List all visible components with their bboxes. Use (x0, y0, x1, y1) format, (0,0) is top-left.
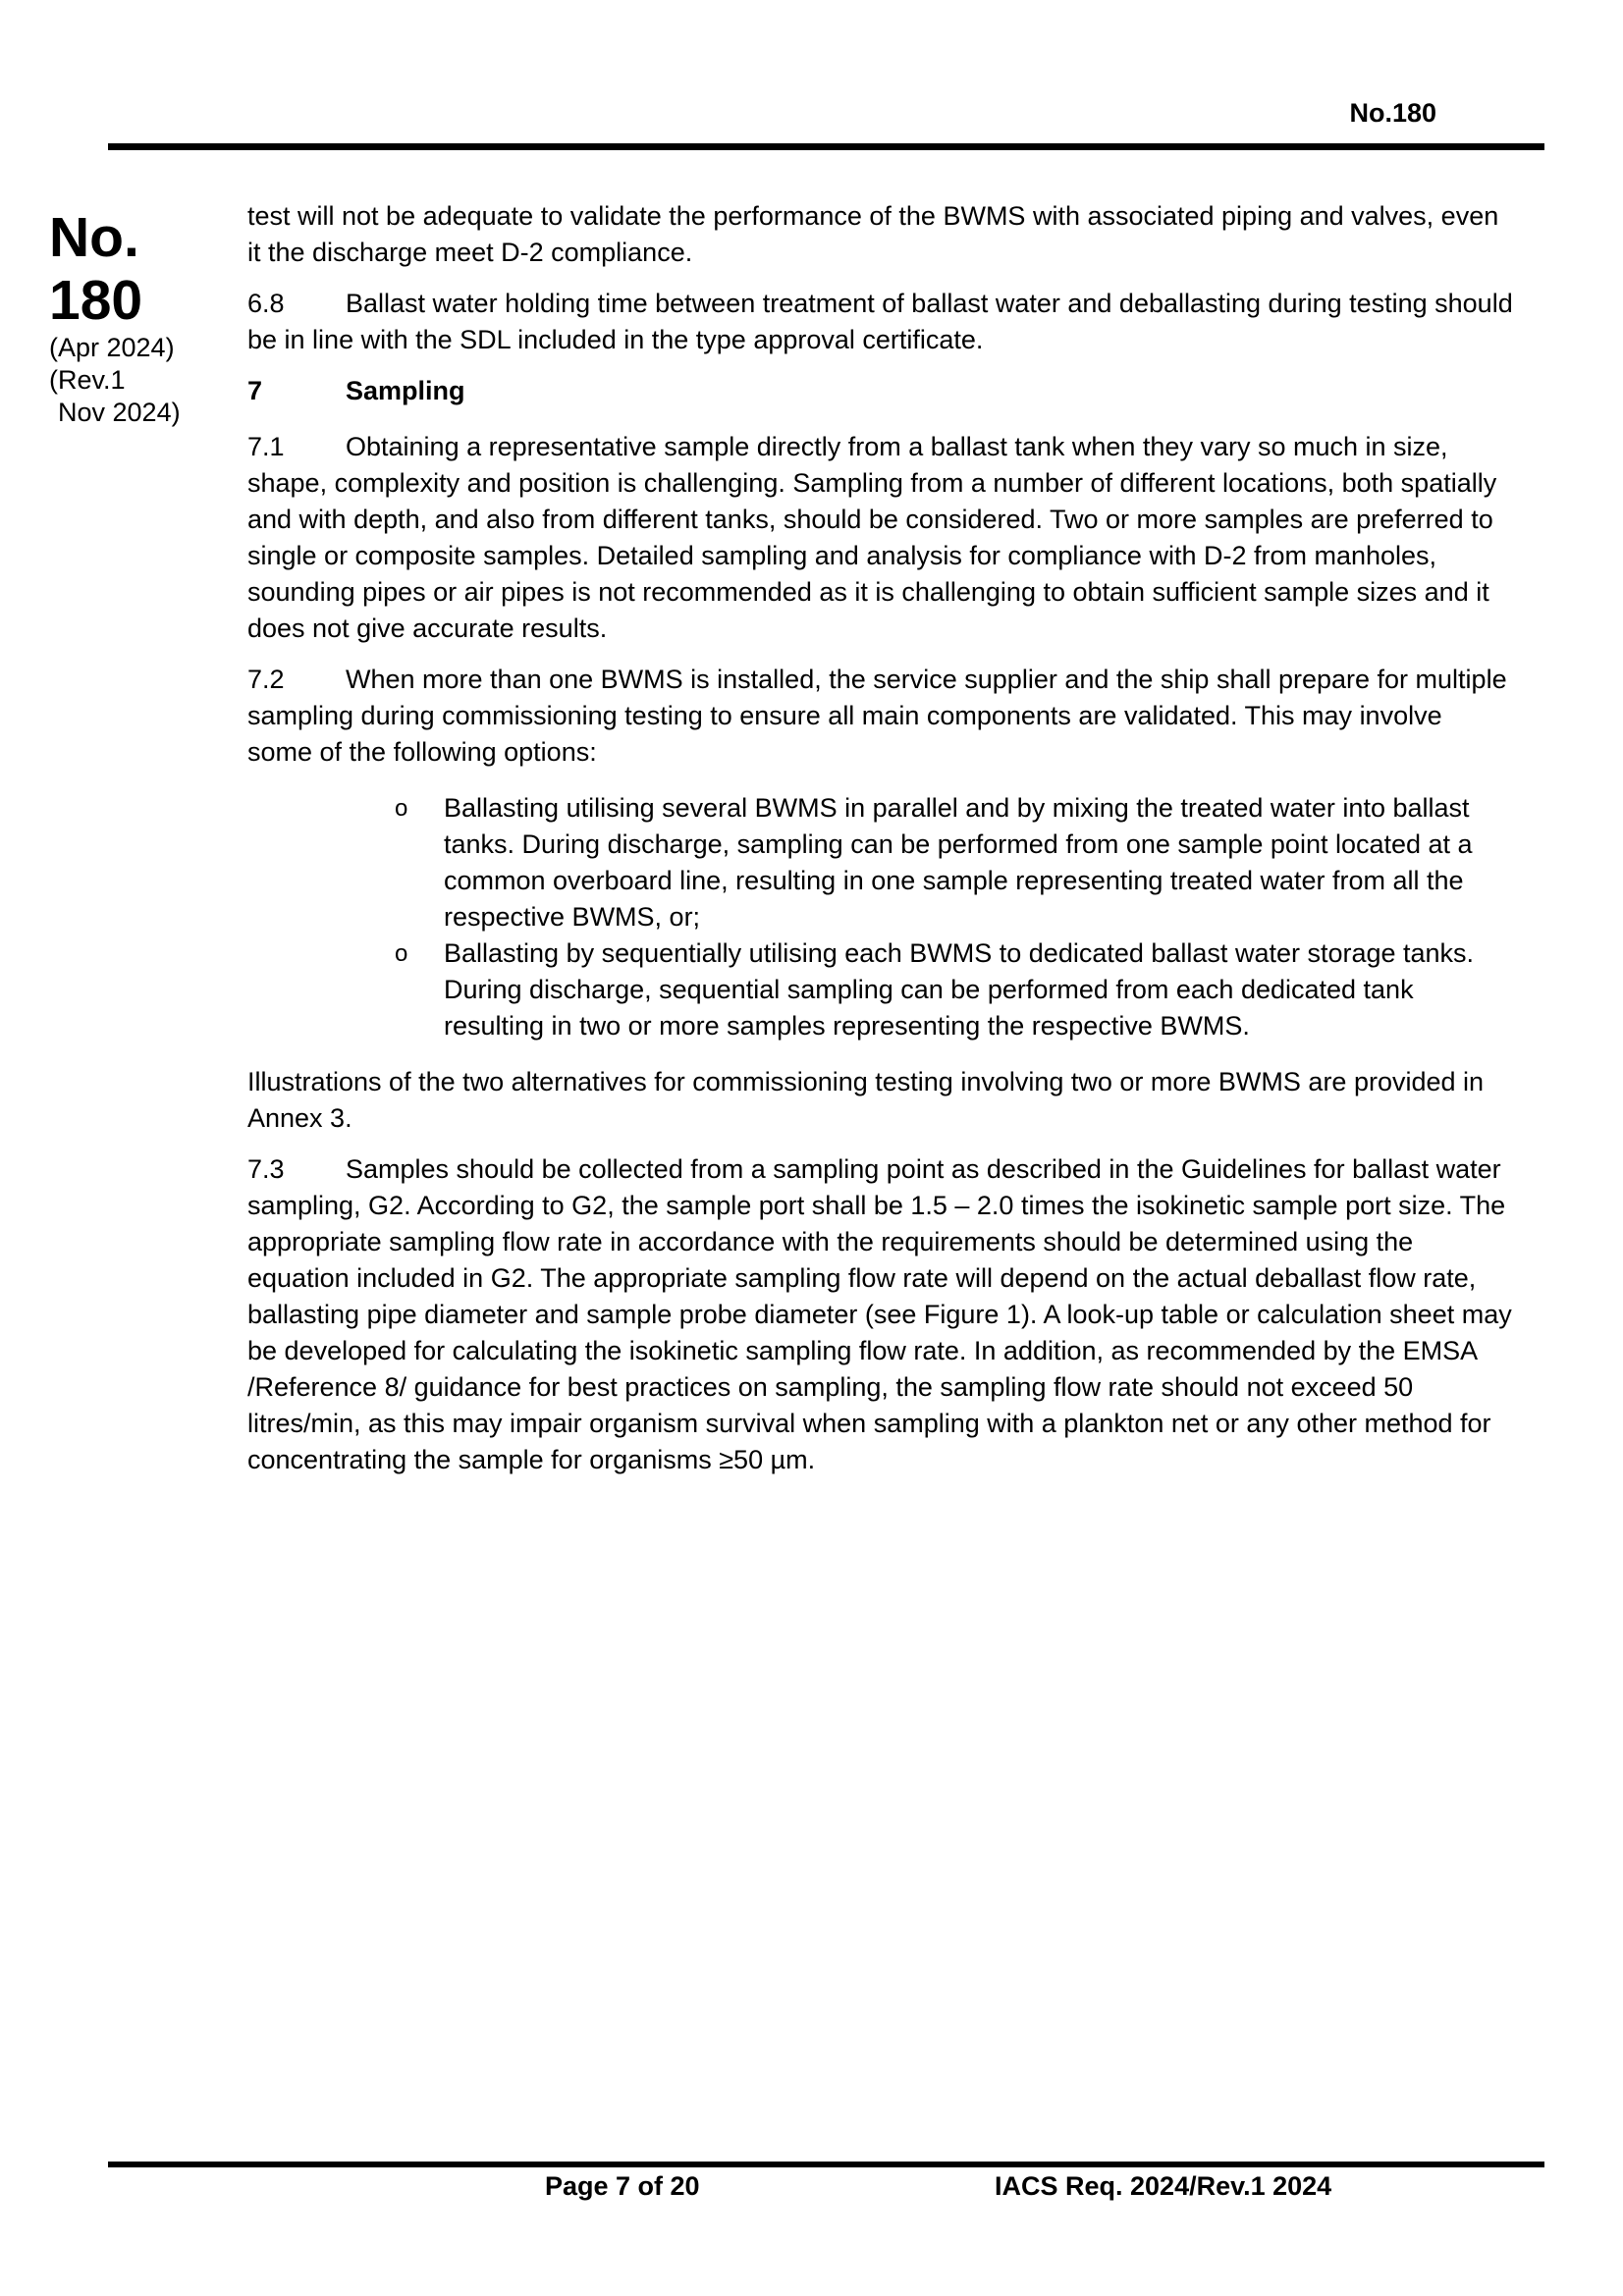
footer-divider (108, 2162, 1544, 2167)
document-reference: IACS Req. 2024/Rev.1 2024 (995, 2171, 1332, 2201)
page-number: Page 7 of 20 (545, 2171, 700, 2201)
section-number: 7 (247, 376, 263, 405)
bullet-circle-icon: o (395, 795, 408, 822)
paragraph-text: When more than one BWMS is installed, the service supplier and the ship shall prepare for multiple sampling during commissioning testing to ensure all main components are validated. This may involve some of the following options: (247, 665, 1507, 767)
paragraph-number: 7.2 (247, 665, 285, 694)
section-title: Sampling (346, 376, 465, 405)
sidebar-no-label: No. (49, 206, 139, 269)
paragraph-number: 6.8 (247, 289, 285, 318)
list-item (395, 935, 1514, 1044)
continuation-paragraph: test will not be adequate to validate the performance of the BWMS with associated piping and valves, even it the discharge meet D-2 compliance. (247, 201, 1499, 267)
section-heading-sampling (247, 373, 1514, 409)
sidebar-revision-block (49, 206, 206, 429)
document-number: No.180 (1349, 98, 1436, 128)
illustrations-paragraph: Illustrations of the two alternatives for commissioning testing involving two or more BWMS are provided in Annex 3. (247, 1067, 1485, 1133)
header-divider (108, 143, 1544, 150)
paragraph-text: Ballast water holding time between treatment of ballast water and deballasting during testing should be in line with the SDL included in the type approval certificate. (247, 289, 1513, 354)
document-body (247, 198, 1514, 1493)
sidebar-revision-date: Nov 2024) (58, 398, 181, 427)
paragraph-6-8 (247, 286, 1514, 358)
paragraph-7-2 (247, 662, 1514, 771)
list-item (395, 790, 1514, 935)
paragraph-7-1 (247, 429, 1514, 647)
list-item-text: Ballasting by sequentially utilising each BWMS to dedicated ballast water storage tanks. During discharge, sequential sampling can be performed from each dedicated tank resulting in two or more samples representing the respective BWMS. (444, 938, 1475, 1041)
list-item-text: Ballasting utilising several BWMS in parallel and by mixing the treated water into ballast tanks. During discharge, sampling can be performed from one sample point located at a common overboard line, resulting in one sample representing treated water from all the respective BWMS, or; (444, 793, 1473, 932)
paragraph-number: 7.3 (247, 1154, 285, 1184)
bullet-circle-icon: o (395, 940, 408, 967)
paragraph-7-3 (247, 1151, 1514, 1478)
paragraph-text: Obtaining a representative sample directly from a ballast tank when they vary so much in size, shape, complexity and position is challenging. Sampling from a number of different locations, both spatially and with depth, and also from different tanks, should be considered. Two or more samples are preferred to single or composite samples. Detailed sampling and analysis for compliance with D-2 from manholes, sounding pipes or air pipes is not recommended as it is challenging to obtain sufficient sample sizes and it does not give accurate results. (247, 432, 1497, 643)
sidebar-number: 180 (49, 269, 143, 332)
paragraph-text: Samples should be collected from a sampling point as described in the Guidelines for ballast water sampling, G2. According to G2, the sample port shall be 1.5 – 2.0 times the isokinetic sample port size. The appropriate sampling flow rate in accordance with the requirements should be determined using the equation included in G2. The appropriate sampling flow rate will depend on the actual deballast flow rate, ballasting pipe diameter and sample probe diameter (see Figure 1). A look-up table or calculation sheet may be developed for calculating the isokinetic sampling flow rate. In addition, as recommended by the EMSA /Reference 8/ guidance for best practices on sampling, the sampling flow rate should not exceed 50 litres/min, as this may impair organism survival when sampling with a plankton net or any other method for concentrating the sample for organisms ≥50 µm. (247, 1154, 1512, 1474)
sidebar-revision: (Rev.1 (49, 365, 126, 395)
options-list (247, 790, 1514, 1044)
sidebar-date: (Apr 2024) (49, 333, 175, 362)
paragraph-number: 7.1 (247, 432, 285, 461)
